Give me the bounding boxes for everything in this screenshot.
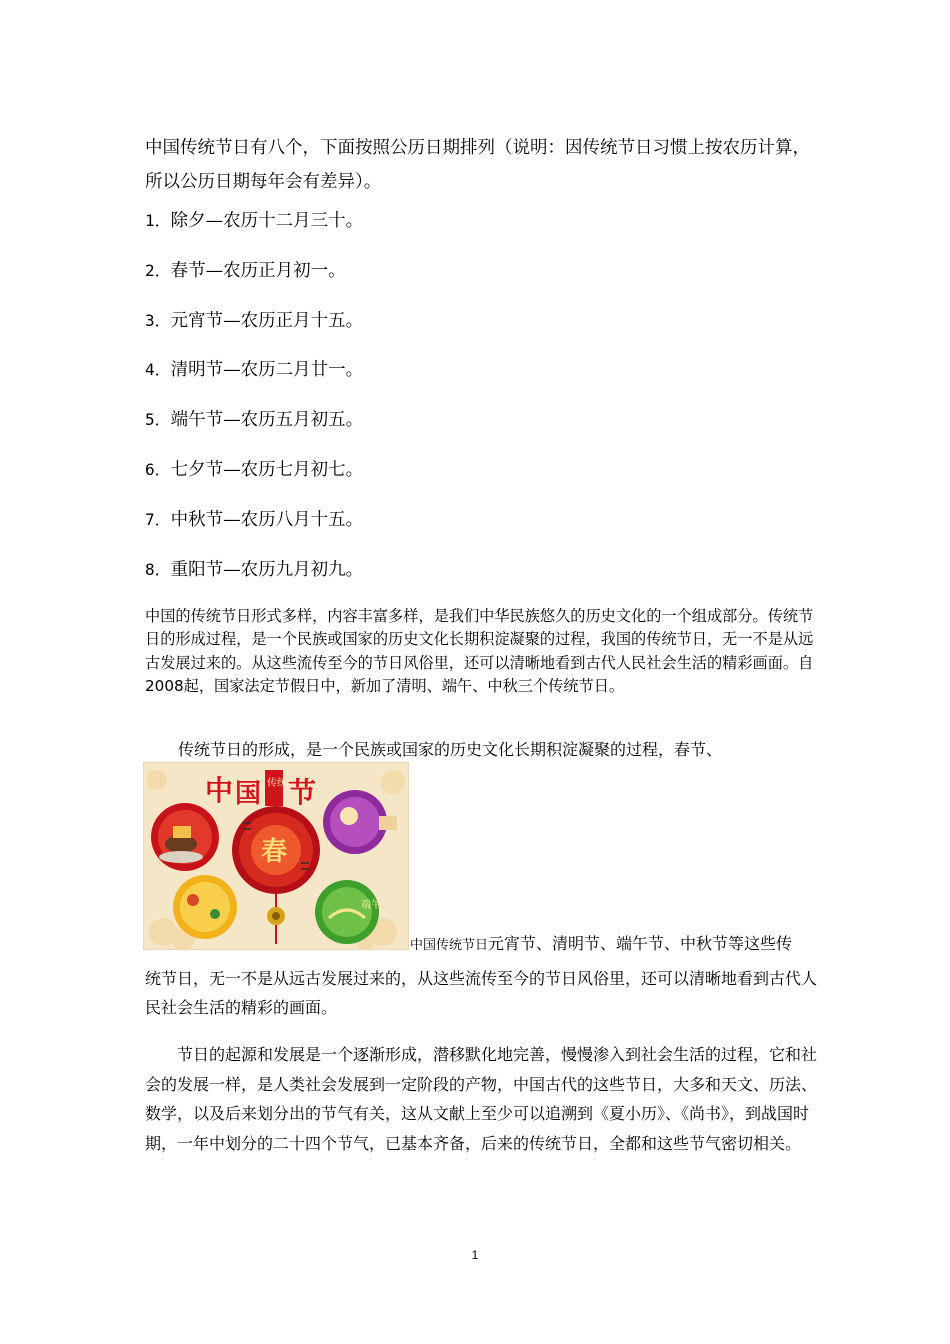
formation-paragraph-rest: 统节日，无一不是从远古发展过来的，从这些流传至今的节日风俗里，还可以清晰地看到古代人民社会生活的精彩的画面。 [145,969,818,1017]
list-number: 2． [145,260,171,280]
list-item [145,503,815,553]
list-number: 7． [145,509,171,529]
svg-text:春: 春 [261,837,288,867]
list-text: 重阳节—农历九月初九。 [170,559,364,580]
list-text: 清明节—农历二月廿一。 [170,360,364,381]
list-text: 除夕—农历十二月三十。 [170,211,364,231]
list-item [145,403,815,453]
list-item [145,304,815,354]
origin-paragraph: 节日的起源和发展是一个逐渐形成，潜移默化地完善，慢慢渗入到社会生活的过程，它和社会的发展一样，是人类社会发展到一定阶段的产物，中国古代的这些节日，大多和天文、历法、数学，以及后来划分出的节气有关，这从文献上至少可以追溯到《夏小历》、《尚书》，到战国时期，一年中划分的二十四个节气，已基本齐备，后来的传统节日，全都和这些节气密切相关。 [145,1045,818,1153]
list-item [145,204,815,254]
list-number: 3． [145,310,171,330]
list-number: 1． [145,211,171,230]
list-number: 5． [145,410,171,430]
image-caption: 中国传统节日 [410,938,489,953]
list-text: 端午节—农历五月初五。 [170,410,364,431]
svg-text:节: 节 [288,776,317,809]
list-text: 七夕节—农历七月初七。 [170,459,364,480]
list-number: 6． [145,459,171,479]
list-number: 4． [145,360,171,380]
list-item [145,453,815,503]
formation-paragraph-caption-line [410,930,820,960]
svg-text:国: 国 [235,779,262,809]
svg-text:中: 中 [205,774,234,807]
list-text: 春节—农历正月初一。 [170,260,346,281]
list-item [145,254,815,304]
festival-list [145,204,815,602]
list-number: 8． [145,559,171,579]
list-item [145,553,815,603]
formation-paragraph-first-line: 传统节日的形成，是一个民族或国家的历史文化长期积淀凝聚的过程，春节、 [178,740,723,759]
caption-continuation: 元宵节、清明节、端午节、中秋节等这些传 [488,934,793,953]
svg-text:传统: 传统 [267,778,287,789]
intro-paragraph: 中国传统节日有八个，下面按照公历日期排列（说明：因传统节日习惯上按农历计算，所以公历日期每年会有差异）。 [145,138,810,192]
page-number: 1 [471,1248,479,1262]
list-item [145,353,815,403]
history-paragraph: 中国的传统节日形式多样，内容丰富多样，是我们中华民族悠久的历史文化的一个组成部分。传统节日的形成过程，是一个民族或国家的历史文化长期积淀凝聚的过程，我国的传统节日，无一不是从远古发展过来的。从这些流传至今的节日风俗里，还可以清晰地看到古代人民社会生活的精彩画面。自2008起，国家法定节假日中，新加了清明、端午、中秋三个传统节日。 [145,607,814,695]
festival-poster-image [143,762,409,950]
list-text: 元宵节—农历正月十五。 [170,310,364,331]
list-text: 中秋节—农历八月十五。 [170,509,364,530]
svg-text:端午: 端午 [361,900,381,911]
